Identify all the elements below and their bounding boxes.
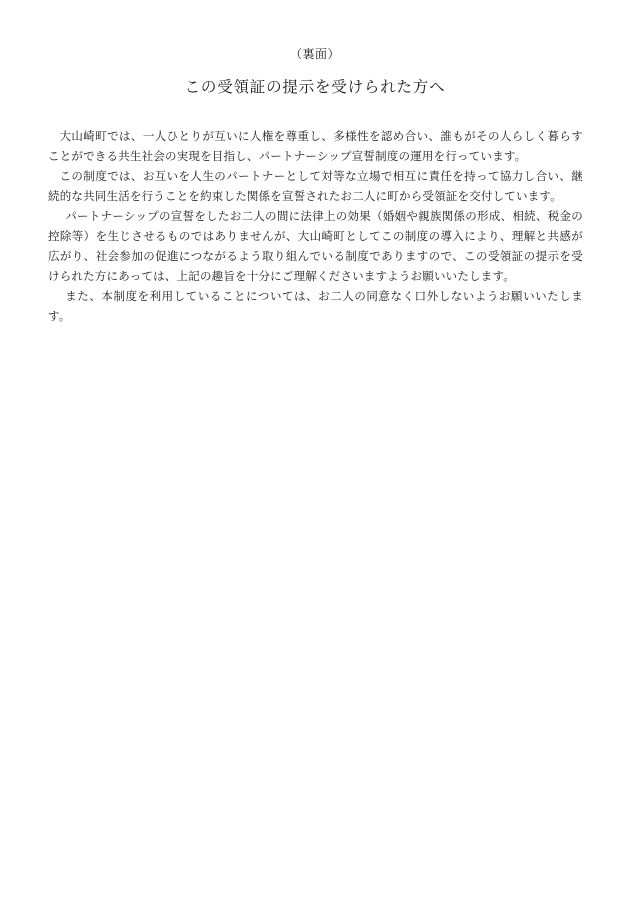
document-title: この受領証の提示を受けられた方へ [184,78,446,96]
paragraph-legal-effect: パートナーシップの宣誓をしたお二人の間に法律上の効果（婚姻や親族関係の形成、相続、税金の控除等）を生じさせるものではありませんが、大山崎町としてこの制度の導入により、理解と共感が広がり、社会参加の促進につながるよう取り組んでいる制度でありますので、この受領証の提示を受けられた方にあっては、上記の趣旨を十分にご理解くださいますようお願いいたします。 [48,209,583,283]
document-body [48,126,583,326]
paragraph-privacy-request: また、本制度を利用していることについては、お二人の同意なく口外しないようお願いいたします。 [48,289,583,323]
paragraph-intro: 大山崎町では、一人ひとりが互いに人権を尊重し、多様性を認め合い、誰もがその人らしく暮らすことができる共生社会の実現を目指し、パートナーシップ宣誓制度の運用を行っています。 [48,129,583,163]
paragraph-system-description: この制度では、お互いを人生のパートナーとして対等な立場で相互に責任を持って協力し合い、継続的な共同生活を行うことを約束した関係を宣誓されたお二人に町から受領証を交付しています。 [48,169,583,203]
reverse-side-label: （裏面） [289,47,340,61]
